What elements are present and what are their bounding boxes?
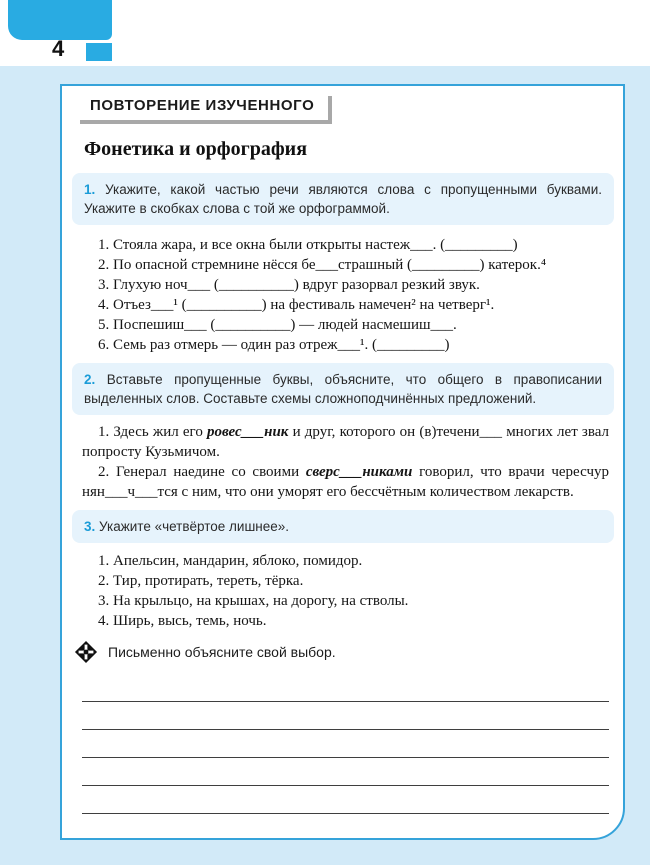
- exercise-2-number: 2.: [84, 372, 96, 387]
- exercise-3-number: 3.: [84, 519, 96, 534]
- written-task-note: [74, 640, 623, 664]
- answer-line: [82, 702, 609, 730]
- sentence-item: 3. Глухую ноч___ (__________) вдруг разорвал резкий звук.: [98, 277, 480, 293]
- exercise-3-items: [82, 551, 609, 631]
- answer-line: [82, 674, 609, 702]
- content-frame: [60, 84, 625, 840]
- answer-line: [82, 786, 609, 814]
- written-task-label: Письменно объясните свой выбор.: [108, 644, 336, 660]
- answer-line: [82, 758, 609, 786]
- page-title: Фонетика и орфография: [84, 138, 308, 160]
- exercise-3-task-box: [72, 510, 614, 543]
- answer-line: [82, 730, 609, 758]
- written-task-icon: [74, 640, 98, 664]
- word-list-item: 3. На крыльцо, на крышах, на дорогу, на стволы.: [98, 593, 409, 609]
- sentence-item: 6. Семь раз отмерь — один раз отреж___¹. (_________): [98, 337, 450, 353]
- page-marker-square: [86, 43, 112, 61]
- answer-lines: [82, 674, 609, 814]
- exercise-3-task-text: Укажите «четвёртое лишнее».: [99, 519, 290, 534]
- page-number: 4: [52, 36, 65, 61]
- word-list-item: 2. Тир, протирать, тереть, тёрка.: [98, 573, 304, 589]
- sentence-item: 1. Стояла жара, и все окна были открыты настеж___. (_________): [98, 237, 518, 253]
- paragraph: 2. Генерал наедине со своими сверс___никами говорил, что врачи чересчур нян___ч___тся с ним, что они уморят его бессчётным количеством лекарств.: [82, 464, 609, 500]
- word-list-item: 4. Ширь, высь, темь, ночь.: [98, 613, 267, 629]
- sentence-item: 2. По опасной стремнине нёсся бе___страшный (_________) катерок.⁴: [98, 257, 547, 273]
- top-accent-bar: [8, 0, 112, 40]
- sentence-item: 5. Поспешиш___ (__________) — людей насмешиш___.: [98, 317, 457, 333]
- paragraph: 1. Здесь жил его ровес___ник и друг, которого он (в)течени___ многих лет звал попросту Кузьмичом.: [82, 424, 609, 460]
- exercise-1-task-text: Укажите, какой частью речи являются слова с пропущенными буквами. Укажите в скобках слова с той же орфограммой.: [84, 182, 602, 216]
- word-list-item: 1. Апельсин, мандарин, яблоко, помидор.: [98, 553, 363, 569]
- exercise-2-task-text: Вставьте пропущенные буквы, объясните, что общего в правописании выделенных слов. Составьте схемы сложноподчинённых предложений.: [84, 372, 602, 406]
- exercise-1-task-box: [72, 173, 614, 225]
- exercise-2-text: [82, 422, 609, 502]
- sentence-item: 4. Отъез___¹ (__________) на фестиваль намечен² на четверг¹.: [98, 297, 495, 313]
- exercise-1-number: 1.: [84, 182, 96, 197]
- section-header-badge: ПОВТОРЕНИЕ ИЗУЧЕННОГО: [76, 92, 328, 120]
- exercise-2-task-box: [72, 363, 614, 415]
- exercise-1-sentences: [82, 235, 609, 355]
